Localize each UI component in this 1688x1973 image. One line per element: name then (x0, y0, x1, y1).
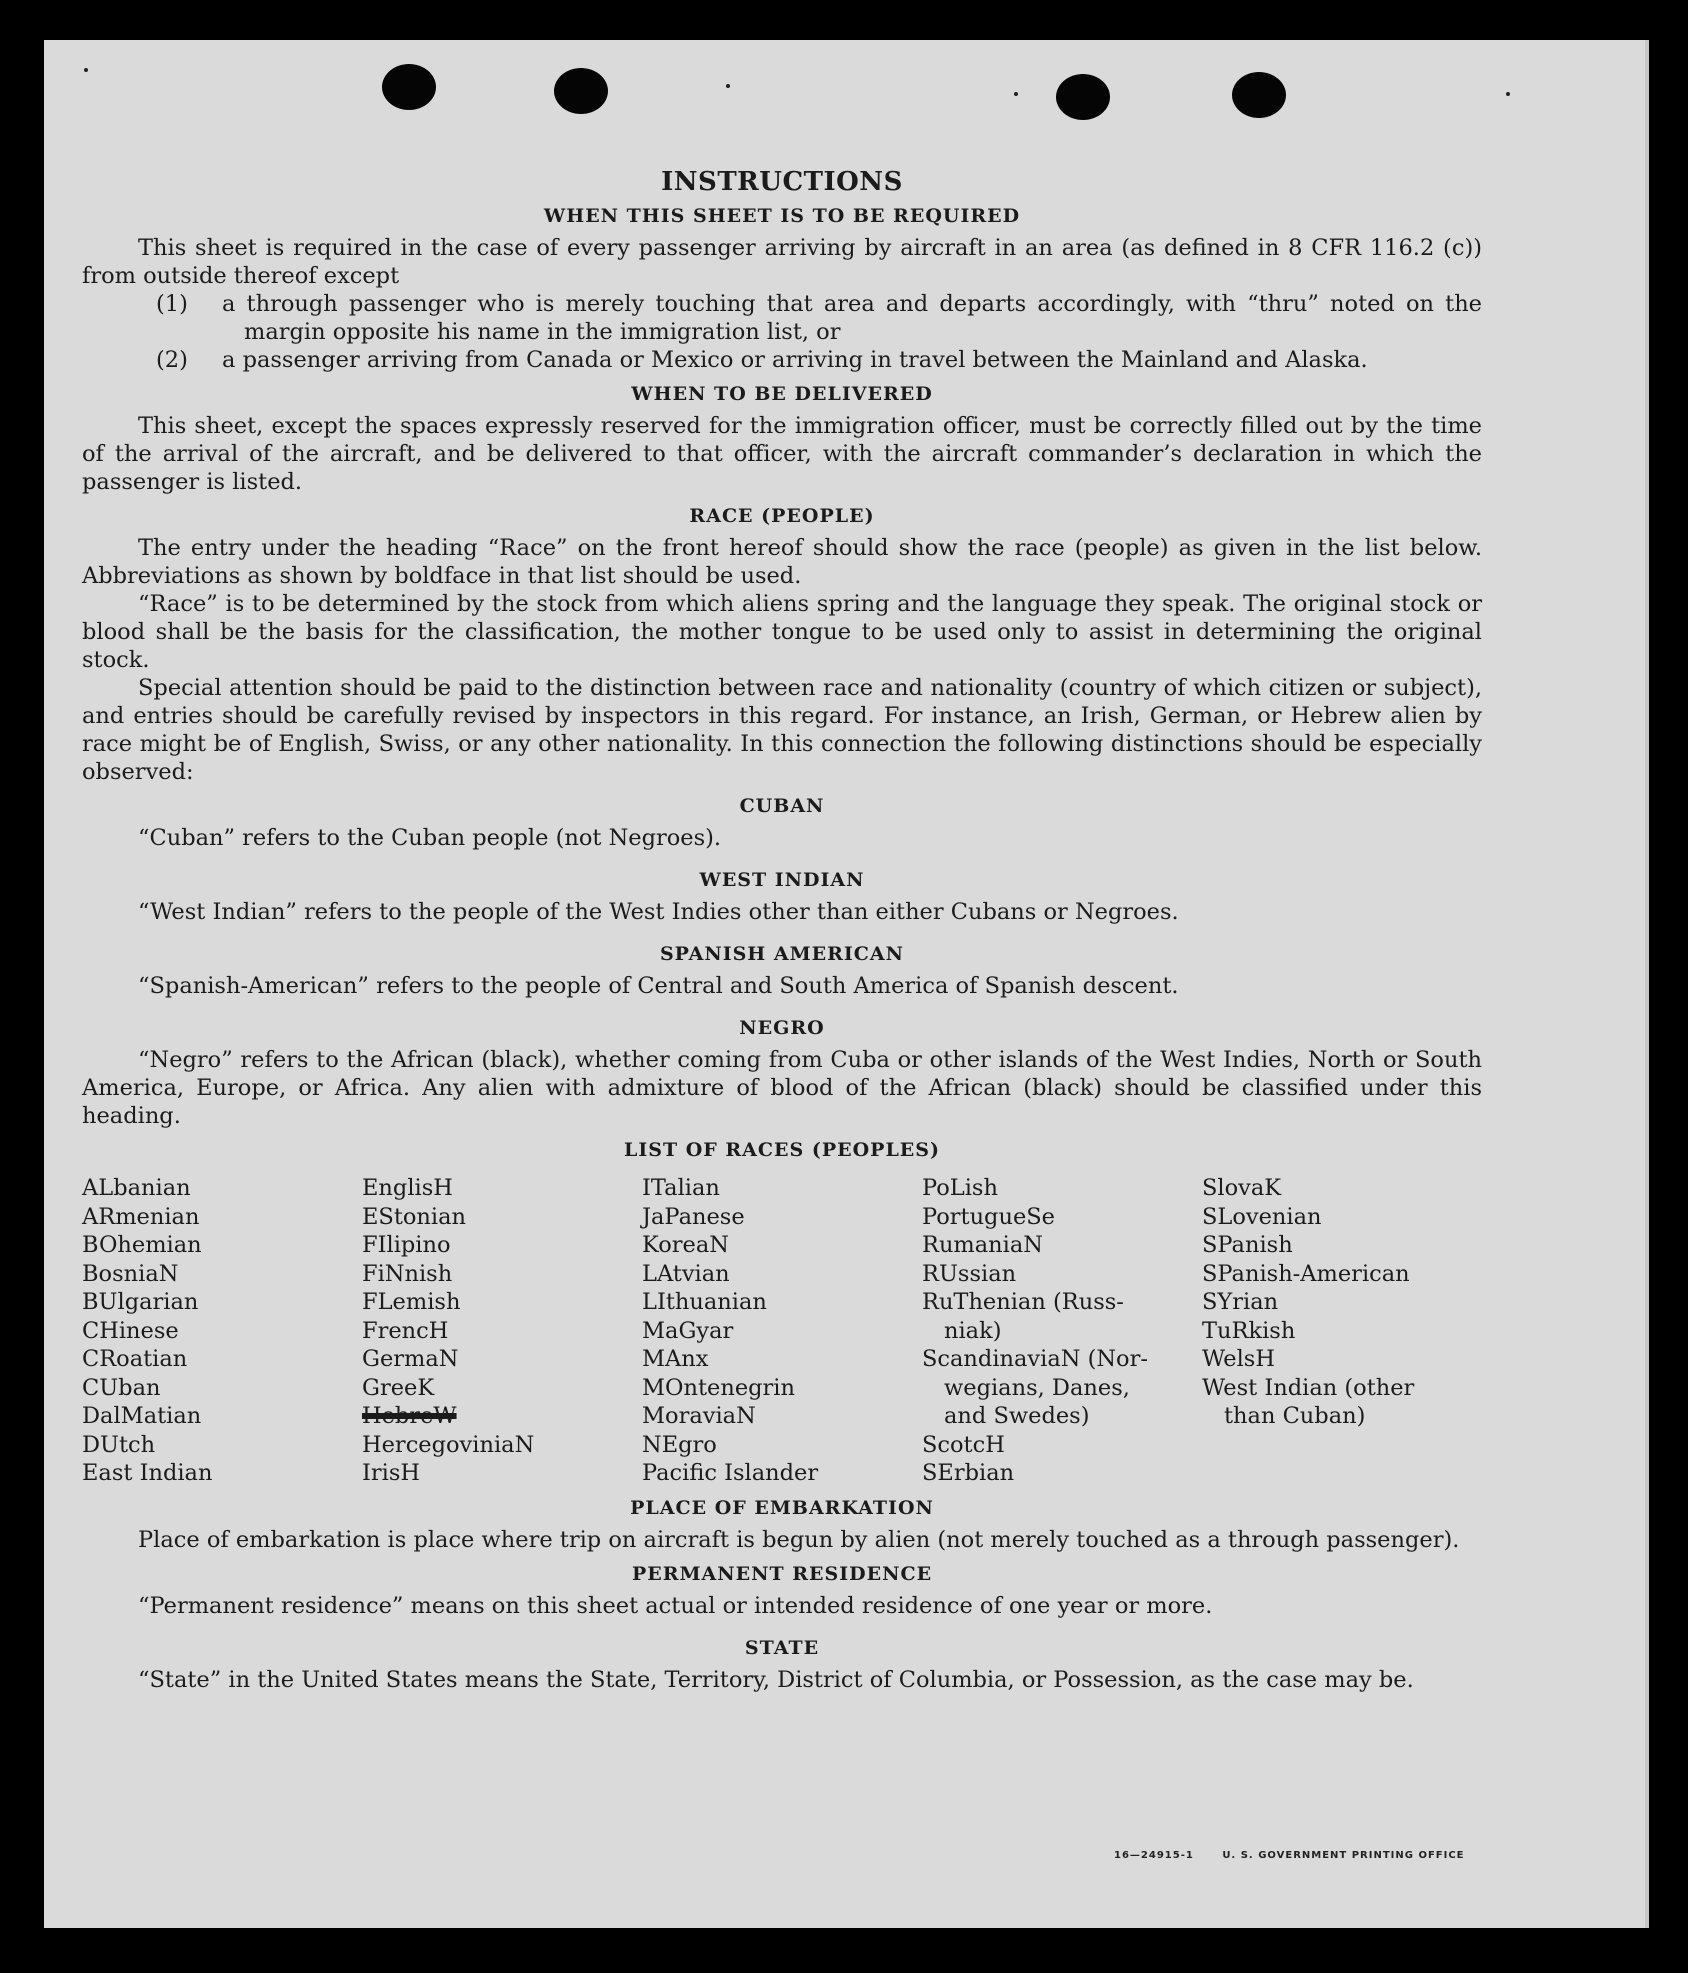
race-entry: RuThenian (Russ- (922, 1289, 1124, 1315)
paragraph: This sheet, except the spaces expressly reserved for the immigration officer, must be correctly filled out by the time of the arrival of the aircraft, and be delivered to that officer, with the aircraft commander’s declaration in which the passenger is listed. (82, 413, 1482, 495)
race-entry: PoLish (922, 1175, 998, 1201)
section-heading: NEGRO (739, 1017, 825, 1039)
section-heading: PERMANENT RESIDENCE (631, 1562, 933, 1585)
race-entry: HercegoviniaN (362, 1431, 535, 1458)
paragraph: Special attention should be paid to the distinction between race and nationality (country of which citizen or subject), and entries should be carefully revised by inspectors in this regard. For instance, an Irish, German, or Hebrew alien by race might be of English, Swiss, or any other nationality. In this connection the following distinctions should be especially observed: (82, 675, 1482, 785)
race-entry: than Cuban) (1224, 1403, 1366, 1429)
race-entry: and Swedes) (944, 1403, 1090, 1429)
speck (1506, 92, 1510, 96)
punch-hole (1056, 74, 1110, 120)
paragraph: “Spanish-American” refers to the people of Central and South America of Spanish descent. (138, 973, 1179, 999)
item-number: (2) (156, 347, 188, 373)
speck (84, 68, 88, 72)
race-entry: ScotcH (922, 1431, 1005, 1458)
race-list (82, 1174, 1482, 1488)
race-entry: niak) (944, 1317, 1002, 1344)
item-text: a passenger arriving from Canada or Mexico or arriving in travel between the Mainland and Alaska. (222, 347, 1368, 373)
form-number: 16—24915-1 (1114, 1850, 1194, 1861)
race-column (82, 1174, 362, 1488)
race-entry: BOhemian (82, 1232, 202, 1258)
item-number: (1) (156, 291, 188, 317)
section-heading: WHEN TO BE DELIVERED (631, 383, 933, 405)
race-entry: FiNnish (362, 1260, 453, 1287)
paragraph: “Permanent residence” means on this sheet actual or intended residence of one year or more. (138, 1592, 1213, 1619)
printer-imprint: U. S. GOVERNMENT PRINTING OFFICE (1222, 1850, 1465, 1861)
race-entry: East Indian (82, 1460, 213, 1486)
race-entry: EStonian (362, 1203, 467, 1230)
race-entry: BUlgarian (82, 1289, 199, 1315)
race-column (1202, 1174, 1482, 1488)
section-heading: SPANISH AMERICAN (659, 943, 905, 965)
section-heading: LIST OF RACES (PEOPLES) (624, 1139, 940, 1161)
race-entry: KoreaN (642, 1232, 729, 1258)
race-entry: CUban (82, 1374, 161, 1401)
paragraph: Place of embarkation is place where trip on aircraft is begun by alien (not merely touched as a through passenger). (138, 1526, 1460, 1553)
race-entry: PortugueSe (922, 1203, 1056, 1230)
race-entry: SPanish-American (1202, 1260, 1410, 1287)
section-heading: STATE (744, 1636, 820, 1659)
race-entry: ALbanian (82, 1175, 191, 1201)
race-entry: FrencH (362, 1317, 449, 1344)
race-entry: CHinese (82, 1317, 179, 1344)
paragraph: “Cuban” refers to the Cuban people (not Negroes). (138, 825, 722, 851)
race-entry: wegians, Danes, (944, 1374, 1130, 1401)
race-entry: SYrian (1202, 1289, 1279, 1315)
race-entry: JaPanese (642, 1203, 745, 1230)
race-entry: MaGyar (642, 1317, 734, 1344)
list-item (82, 290, 1482, 346)
section-heading: WEST INDIAN (699, 869, 865, 891)
race-column (362, 1174, 642, 1488)
race-entry: ARmenian (82, 1203, 200, 1230)
section-heading: CUBAN (739, 795, 825, 817)
paragraph: “State” in the United States means the State, Territory, District of Columbia, or Possession, as the case may be. (138, 1666, 1414, 1693)
race-column (922, 1174, 1202, 1488)
page-title: INSTRUCTIONS (661, 167, 903, 197)
section-heading: WHEN THIS SHEET IS TO BE REQUIRED (543, 205, 1021, 227)
race-entry: EnglisH (362, 1175, 453, 1201)
paragraph: The entry under the heading “Race” on the front hereof should show the race (people) as given in the list below. Abbreviations as shown by boldface in that list should be used. (82, 535, 1482, 589)
race-entry: LIthuanian (642, 1289, 767, 1315)
paragraph: “Race” is to be determined by the stock from which aliens spring and the language they speak. The original stock or blood shall be the basis for the classification, the mother tongue to be used only to assist in determining the original stock. (82, 591, 1482, 673)
paragraph: This sheet is required in the case of every passenger arriving by aircraft in an area (as defined in 8 CFR 116.2 (c)) from outside thereof except (82, 235, 1482, 289)
race-entry: RumaniaN (922, 1232, 1043, 1258)
race-entry: SLovenian (1202, 1203, 1322, 1230)
race-entry-struck: HebreW (362, 1403, 457, 1429)
race-entry: TuRkish (1202, 1317, 1296, 1344)
instructions-body (82, 162, 1482, 1694)
punch-hole (382, 64, 436, 110)
race-entry: GermaN (362, 1346, 459, 1372)
race-entry: SPanish (1202, 1232, 1293, 1258)
paragraph: “Negro” refers to the African (black), whether coming from Cuba or other islands of the West Indies, North or South America, Europe, or Africa. Any alien with admixture of blood of the African (black) should be classified under this heading. (82, 1047, 1482, 1129)
race-entry: DUtch (82, 1431, 156, 1458)
race-entry: DalMatian (82, 1403, 202, 1429)
section-heading: PLACE OF EMBARKATION (630, 1496, 934, 1519)
race-entry: RUssian (922, 1260, 1017, 1287)
item-text: a through passenger who is merely touching that area and departs accordingly, with “thru” noted on the margin opposite his name in the immigration list, or (222, 291, 1482, 345)
race-entry: MAnx (642, 1346, 709, 1372)
paragraph: “West Indian” refers to the people of the West Indies other than either Cubans or Negroes. (138, 899, 1179, 925)
race-entry: ITalian (642, 1175, 720, 1201)
print-footer (1114, 1850, 1489, 1861)
race-entry: BosniaN (82, 1260, 179, 1287)
list-item (82, 346, 1482, 374)
race-entry: Pacific Islander (642, 1460, 819, 1486)
punch-hole (1232, 72, 1286, 118)
race-entry: MOntenegrin (642, 1374, 795, 1401)
race-entry: West Indian (other (1202, 1374, 1415, 1401)
race-entry: LAtvian (642, 1260, 730, 1287)
race-entry: NEgro (642, 1431, 717, 1458)
section-heading: RACE (PEOPLE) (689, 505, 875, 527)
race-entry: FLemish (362, 1289, 461, 1315)
speck (726, 84, 730, 88)
race-entry: SErbian (922, 1460, 1015, 1486)
race-entry: SlovaK (1202, 1175, 1282, 1201)
punch-hole (554, 68, 608, 114)
document-page (44, 40, 1649, 1928)
race-entry: ScandinaviaN (Nor- (922, 1346, 1148, 1372)
race-entry: MoraviaN (642, 1403, 756, 1429)
race-entry: FIlipino (362, 1232, 451, 1258)
speck (1014, 92, 1018, 96)
race-column (642, 1174, 922, 1488)
race-entry: CRoatian (82, 1346, 188, 1372)
race-entry: WelsH (1202, 1346, 1275, 1372)
race-entry: GreeK (362, 1374, 435, 1401)
race-entry: IrisH (362, 1460, 421, 1486)
